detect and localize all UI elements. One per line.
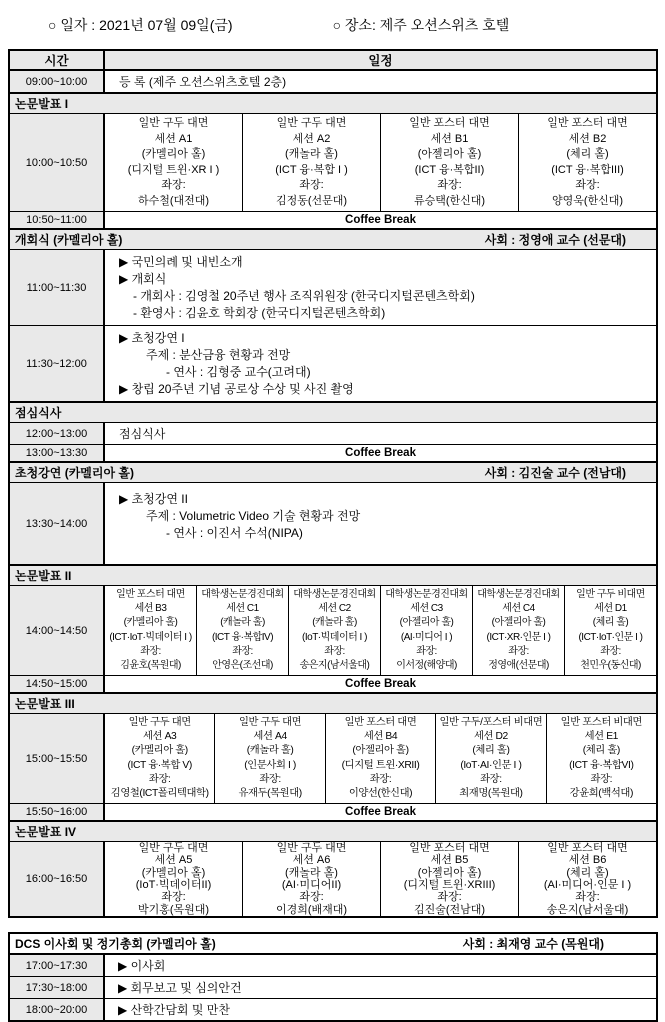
session-chair: 최재명(목원대)	[459, 787, 523, 799]
time-cell: 11:00~11:30	[9, 250, 104, 326]
session-chair: 강윤희(백석대)	[569, 787, 633, 799]
session-cell	[380, 114, 518, 211]
agenda-line: - 개회사 : 김영철 20주년 행사 조직위원장 (한국디지털콘텐츠학회)	[133, 288, 475, 303]
section-title: DCS 이사회 및 정기총회 (카멜리아 홀)	[15, 937, 216, 951]
chair-label: 좌장:	[232, 645, 253, 657]
session-chair: 송은지(남서울대)	[546, 903, 629, 916]
session-hall: (카멜리아 홀)	[141, 148, 206, 160]
session-hall: (아젤리아 홀)	[352, 745, 409, 757]
session-type: 일반 구두 대면	[138, 841, 209, 854]
chair-label: 좌장:	[259, 773, 281, 785]
session-cell	[564, 586, 656, 675]
session-hall: (체리 홀)	[566, 148, 609, 160]
coffee-break-row	[9, 804, 657, 822]
session-track: (ICT 융·복합III)	[551, 163, 624, 176]
schedule-table	[8, 49, 658, 918]
session-name: 세션 A6	[292, 854, 331, 867]
session-track: (ICT 융·복합IV)	[211, 631, 274, 643]
session-name: 세션 C2	[318, 603, 351, 615]
chair-label: 좌장:	[575, 179, 600, 191]
board-meeting-row	[9, 954, 657, 977]
page-header	[8, 15, 658, 35]
session-chair: 유재두(목원대)	[238, 787, 302, 799]
agenda-line: 주제 : Volumetric Video 기술 현황과 전망	[146, 509, 361, 523]
session-cell	[288, 586, 380, 675]
session-hall: (체리 홀)	[566, 866, 609, 879]
agenda-line: ▶ 국민의례 및 내빈소개	[119, 254, 243, 269]
chair-label: 좌장:	[508, 645, 529, 657]
coffee-break-label: Coffee Break	[104, 676, 657, 694]
session-type: 일반 포스터 비대면	[560, 716, 642, 728]
session-track: (ICT 융·복합II)	[414, 163, 485, 176]
session-hall: (카멜리아 홀)	[123, 617, 178, 629]
agenda-line: - 연사 : 이진서 수석(NIPA)	[166, 526, 303, 540]
section-title: 논문발표 III	[15, 697, 75, 711]
session-chair: 김윤호(목원대)	[120, 659, 181, 671]
session-row-paper2	[9, 586, 657, 676]
section-title: 논문발표 I	[15, 97, 69, 111]
session-cell	[242, 842, 380, 916]
table-header-row	[9, 50, 657, 70]
section-paper1	[9, 93, 657, 114]
session-name: 세션 B1	[430, 132, 469, 145]
session-hall: (아젤리아 홀)	[417, 148, 482, 160]
time-cell: 18:00~20:00	[9, 999, 104, 1022]
session-type: 일반 포스터 대면	[547, 841, 628, 854]
dcs-meeting-table	[8, 932, 658, 1022]
session-type: 일반 구두 대면	[138, 117, 209, 129]
session-row-paper1	[9, 114, 657, 212]
dinner-row	[9, 999, 657, 1022]
section-dcs	[9, 933, 657, 954]
session-track: (IoT·빅데이터II)	[135, 879, 212, 891]
session-group	[105, 714, 656, 803]
session-name: 세션 B2	[568, 132, 607, 145]
time-cell: 16:00~16:50	[9, 842, 104, 918]
coffee-break-label: Coffee Break	[104, 212, 657, 230]
section-opening	[9, 229, 657, 250]
session-group	[105, 586, 656, 675]
session-track: (인문사회 I )	[244, 759, 296, 771]
agenda-line: ▶ 산학간담회 및 만찬	[104, 999, 657, 1022]
time-cell: 17:00~17:30	[9, 954, 104, 977]
chair-label: 좌장:	[416, 645, 437, 657]
coffee-break-row	[9, 676, 657, 694]
session-group	[105, 842, 656, 916]
session-name: 세션 D2	[473, 731, 508, 743]
session-hall: (캐놀라 홀)	[285, 148, 338, 160]
session-name: 세션 B5	[430, 854, 469, 867]
chair-label: 좌장:	[148, 773, 171, 785]
agenda-line: - 환영사 : 김윤호 학회장 (한국디지털콘텐츠학회)	[133, 305, 386, 320]
col-header-time: 시간	[9, 50, 104, 70]
session-name: 세션 E1	[584, 731, 618, 743]
session-name: 세션 C4	[502, 603, 535, 615]
session-hall: (캐놀라 홀)	[312, 617, 357, 629]
chair-label: 좌장:	[437, 891, 462, 904]
chair-label: 좌장:	[590, 773, 613, 785]
session-type: 일반 포스터 대면	[116, 588, 185, 600]
session-type: 대학생논문경진대회	[477, 588, 560, 600]
time-cell: 15:50~16:00	[9, 804, 104, 822]
session-type: 대학생논문경진대회	[293, 588, 376, 600]
session-hall: (카멜리아 홀)	[141, 866, 206, 879]
time-cell: 10:00~10:50	[9, 114, 104, 212]
session-name: 세션 A4	[253, 731, 287, 743]
session-chair: 이서정(해양대)	[396, 659, 457, 671]
session-type: 일반 구두 대면	[128, 716, 191, 728]
agenda-line: - 연사 : 김형중 교수(고려대)	[166, 364, 311, 379]
invited-talk2-row	[9, 483, 657, 566]
session-hall: (아젤리아 홀)	[491, 617, 546, 629]
section-title: 논문발표 II	[15, 569, 72, 583]
chair-label: 좌장:	[575, 891, 600, 904]
session-hall: (아젤리아 홀)	[399, 617, 454, 629]
chair-label: 좌장:	[140, 645, 161, 657]
event-date: ○ 일자 : 2021년 07월 09일(금)	[48, 17, 233, 33]
time-cell: 09:00~10:00	[9, 70, 104, 93]
session-hall: (체리 홀)	[592, 617, 629, 629]
session-track: (ICT 융·복합 V)	[127, 759, 192, 771]
session-chair: 이양선(한신대)	[348, 787, 413, 799]
session-cell	[518, 114, 656, 211]
coffee-break-row	[9, 212, 657, 230]
session-track: (ICT 융·복합VI)	[569, 759, 634, 771]
event-venue: ○ 장소: 제주 오션스위츠 호텔	[332, 17, 510, 33]
session-track: (AI·미디어II)	[281, 879, 342, 891]
section-paper3	[9, 693, 657, 714]
session-type: 대학생논문경진대회	[201, 588, 284, 600]
session-track: (디지털 트윈·XRIII)	[403, 879, 496, 891]
session-chair: 양영욱(한신대)	[551, 194, 624, 207]
session-name: 세션 A1	[154, 132, 193, 145]
time-cell: 15:00~15:50	[9, 714, 104, 804]
session-chair: 하수철(대전대)	[137, 194, 210, 207]
session-chair: 정영애(선문대)	[488, 659, 549, 671]
session-cell	[518, 842, 656, 916]
session-cell	[472, 586, 564, 675]
session-track: (ICT·IoT·빅데이터 I )	[109, 631, 192, 643]
time-cell: 17:30~18:00	[9, 977, 104, 999]
session-name: 세션 A5	[154, 854, 193, 867]
chair-label: 좌장:	[480, 773, 502, 785]
lunch-cell: 점심식사	[104, 423, 657, 445]
session-hall: (캐놀라 홀)	[246, 745, 294, 757]
session-cell	[214, 714, 324, 803]
session-cell	[105, 586, 196, 675]
session-chair: 송은지(남서울대)	[299, 659, 370, 671]
session-hall: (아젤리아 홀)	[417, 866, 482, 879]
chair-label: 좌장:	[369, 773, 392, 785]
coffee-break-row	[9, 445, 657, 463]
section-title: 논문발표 IV	[15, 825, 77, 839]
session-chair: 김진술(전남대)	[413, 903, 486, 916]
session-chair: 김정동(선문대)	[275, 194, 348, 207]
section-host: 사회 : 최재영 교수 (목원대)	[462, 937, 604, 951]
session-cell	[380, 842, 518, 916]
agenda-line: ▶ 창립 20주년 기념 공로상 수상 및 사진 촬영	[119, 381, 354, 396]
chair-label: 좌장:	[299, 179, 324, 191]
session-track: (ICT·XR·인문 I )	[486, 631, 551, 643]
session-cell	[435, 714, 545, 803]
session-type: 일반 구두 대면	[239, 716, 302, 728]
session-chair: 천민우(동신대)	[580, 659, 641, 671]
session-cell	[105, 842, 242, 916]
time-cell: 13:30~14:00	[9, 483, 104, 566]
section-title: 점심식사	[15, 406, 62, 420]
session-track: (디지털 트윈·XRII)	[341, 759, 420, 771]
registration-cell: 등 록 (제주 오션스위츠호텔 2층)	[104, 70, 657, 93]
time-cell: 11:30~12:00	[9, 326, 104, 403]
session-group	[105, 114, 656, 211]
session-track: (IoT·빅데이터 I )	[302, 631, 367, 643]
session-type: 일반 구두 대면	[276, 117, 347, 129]
session-type: 일반 포스터 대면	[344, 716, 417, 728]
session-type: 일반 구두 비대면	[576, 588, 645, 600]
chair-label: 좌장:	[161, 179, 186, 191]
session-type: 대학생논문경진대회	[385, 588, 468, 600]
session-cell	[242, 114, 380, 211]
time-cell: 10:50~11:00	[9, 212, 104, 230]
session-type: 일반 포스터 대면	[409, 117, 490, 129]
coffee-break-label: Coffee Break	[104, 804, 657, 822]
agenda-line: ▶ 초청강연 II	[119, 492, 188, 506]
agenda-line: ▶ 회무보고 및 심의안건	[104, 977, 657, 999]
session-chair: 류승택(한신대)	[413, 194, 486, 207]
session-name: 세션 C3	[410, 603, 443, 615]
opening-ceremony-row	[9, 250, 657, 326]
session-cell	[380, 586, 472, 675]
agenda-line: ▶ 초청강연 I	[119, 330, 185, 345]
session-type: 일반 구두/포스터 비대면	[439, 716, 543, 728]
registration-row	[9, 70, 657, 93]
section-paper2	[9, 565, 657, 586]
chair-label: 좌장:	[437, 179, 462, 191]
session-hall: (캐놀라 홀)	[220, 617, 265, 629]
report-row	[9, 977, 657, 999]
session-name: 세션 C1	[226, 603, 259, 615]
section-paper4	[9, 821, 657, 842]
session-name: 세션 A2	[292, 132, 331, 145]
chair-label: 좌장:	[161, 891, 186, 904]
agenda-line: ▶ 이사회	[104, 954, 657, 977]
section-host: 사회 : 정영애 교수 (선문대)	[484, 233, 626, 247]
session-type: 일반 포스터 대면	[409, 841, 490, 854]
lunch-row	[9, 423, 657, 445]
session-name: 세션 D1	[594, 603, 627, 615]
chair-label: 좌장:	[600, 645, 621, 657]
section-invited	[9, 462, 657, 483]
session-row-paper3	[9, 714, 657, 804]
session-cell	[105, 114, 242, 211]
session-hall: (카멜리아 홀)	[131, 745, 188, 757]
coffee-break-label: Coffee Break	[104, 445, 657, 463]
time-cell: 14:50~15:00	[9, 676, 104, 694]
session-type: 일반 포스터 대면	[547, 117, 628, 129]
chair-label: 좌장:	[299, 891, 324, 904]
section-host: 사회 : 김진술 교수 (전남대)	[484, 466, 626, 480]
session-type: 일반 구두 대면	[276, 841, 347, 854]
session-chair: 안영은(조선대)	[212, 659, 273, 671]
section-title: 초청강연 (카멜리아 홀)	[15, 466, 134, 480]
agenda-line: 주제 : 분산금융 현황과 전망	[146, 347, 291, 362]
session-cell	[546, 714, 656, 803]
session-row-paper4	[9, 842, 657, 918]
session-chair: 이경희(배재대)	[275, 903, 348, 916]
session-name: 세션 B4	[363, 731, 398, 743]
invited-talk1-row	[9, 326, 657, 403]
session-track: (디지털 트윈·XR I )	[127, 163, 220, 176]
session-track: (ICT·IoT·인문 I )	[578, 631, 643, 643]
time-cell: 13:00~13:30	[9, 445, 104, 463]
time-cell: 12:00~13:00	[9, 423, 104, 445]
session-cell	[196, 586, 288, 675]
session-name: 세션 B3	[134, 603, 167, 615]
time-cell: 14:00~14:50	[9, 586, 104, 676]
session-track: (IoT·AI·인문 I )	[460, 759, 522, 771]
session-name: 세션 A3	[143, 731, 177, 743]
section-lunch	[9, 402, 657, 423]
session-cell	[325, 714, 435, 803]
chair-label: 좌장:	[324, 645, 345, 657]
col-header-schedule: 일정	[104, 50, 657, 70]
session-track: (AI·미디어 I )	[400, 631, 453, 643]
section-title: 개회식 (카멜리아 홀)	[15, 233, 123, 247]
session-name: 세션 B6	[568, 854, 607, 867]
session-hall: (체리 홀)	[582, 745, 620, 757]
session-track: (ICT 융·복합 I )	[275, 163, 348, 176]
session-track: (AI·미디어·인문 I )	[543, 879, 632, 891]
session-hall: (캐놀라 홀)	[285, 866, 338, 879]
agenda-line: ▶ 개회식	[119, 271, 167, 286]
session-chair: 김영철(ICT폴리텍대학)	[110, 787, 209, 799]
session-hall: (체리 홀)	[472, 745, 510, 757]
session-cell	[105, 714, 214, 803]
session-chair: 박기홍(목원대)	[137, 903, 210, 916]
